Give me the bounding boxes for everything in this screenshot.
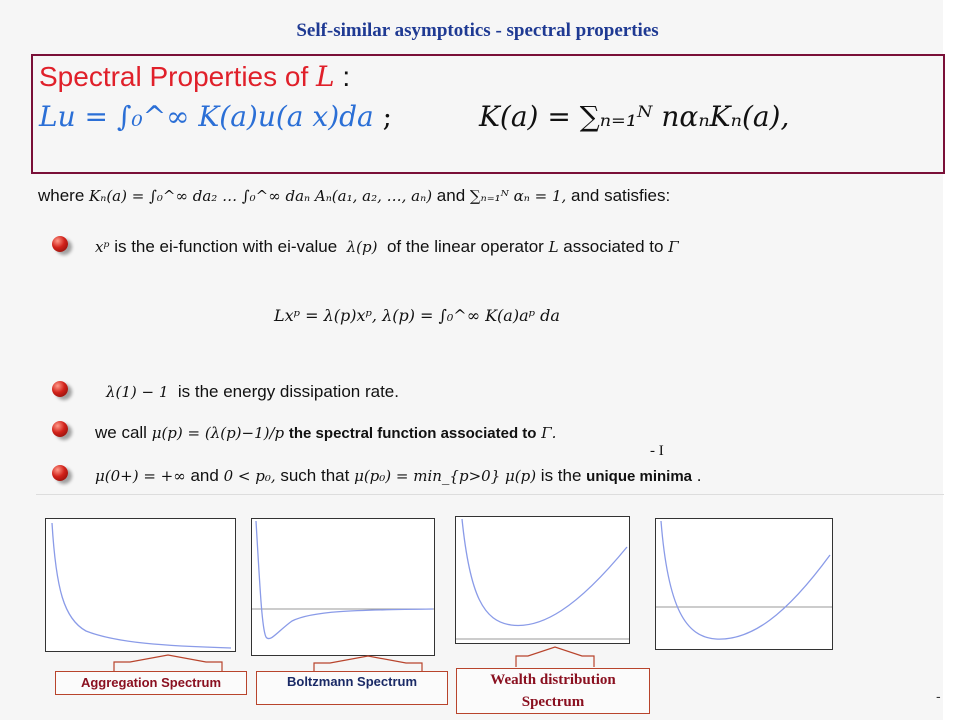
- bullet3-text2: the spectral function associated to: [288, 425, 537, 442]
- bullet1-math-gamma: Γ: [668, 238, 679, 256]
- bullet4-text-and: and: [190, 466, 219, 485]
- bullet4-text-is: is the: [540, 466, 582, 485]
- bullet2-math: λ(1) − 1: [106, 383, 169, 401]
- fourth-plot-svg: [656, 519, 832, 649]
- wealth-spectrum-label: [456, 668, 650, 714]
- heading-colon: :: [342, 61, 351, 92]
- boltzmann-plot-svg: [252, 519, 434, 655]
- eigenvalue-equation: Lxᵖ = λ(p)xᵖ, λ(p) = ∫₀^∞ K(a)aᵖ da: [274, 306, 560, 325]
- wealth-curve: [462, 519, 627, 625]
- operator-equation: [39, 100, 392, 133]
- bullet4-text-period: .: [696, 466, 702, 485]
- aggregation-spectrum-plot: [45, 518, 236, 652]
- where-and: and: [436, 186, 466, 205]
- where-satisfies: and satisfies:: [571, 186, 671, 205]
- boltzmann-spectrum-plot: [251, 518, 435, 656]
- bullet-icon: [52, 421, 68, 437]
- corner-mark: -: [936, 688, 941, 704]
- bullet1-text3: associated to: [563, 237, 664, 256]
- bullet4-math-p0: 0 < p₀,: [223, 467, 276, 485]
- heading-symbol: L: [316, 60, 335, 93]
- boltzmann-spectrum-label: Boltzmann Spectrum: [256, 671, 448, 705]
- bullet-icon: [52, 381, 68, 397]
- aggregation-curve: [52, 523, 231, 648]
- text-cursor: - I: [650, 443, 664, 459]
- heading-text: Spectral Properties of: [39, 61, 309, 92]
- wealth-arrow-path: [516, 647, 594, 667]
- bullet3-text1: we call: [95, 423, 147, 442]
- bullet4-math-mu0: μ(0+) = +∞: [95, 467, 186, 485]
- bullet1-math-xp: xᵖ: [95, 238, 110, 256]
- bullet-eigenfunction: [95, 237, 679, 257]
- where-line: [38, 186, 670, 206]
- kernel-equation: K(a) = ∑ₙ₌₁ᴺ nαₙKₙ(a),: [479, 100, 790, 133]
- bullet3-math-mu: μ(p) = (λ(p)−1)/p: [151, 424, 285, 442]
- divider: [36, 494, 944, 495]
- where-text: where: [38, 186, 85, 205]
- box-heading: [39, 60, 350, 93]
- bullet1-math-lambda: λ(p): [346, 238, 378, 256]
- bullet-icon: [52, 236, 68, 252]
- spectral-properties-box: [31, 54, 945, 174]
- fourth-spectrum-plot: [655, 518, 833, 650]
- wealth-label-line1: Wealth distribution: [490, 672, 616, 688]
- boltzmann-curve: [256, 521, 433, 639]
- bullet1-text1: is the ei-function with ei-value: [114, 237, 338, 256]
- fourth-curve: [661, 521, 830, 639]
- bullet3-math-gamma: Γ.: [541, 424, 557, 442]
- bullet2-text: is the energy dissipation rate.: [177, 382, 399, 401]
- wealth-arrow: [510, 646, 600, 668]
- aggregation-spectrum-label: Aggregation Spectrum: [55, 671, 247, 695]
- operator-formula: Lu = ∫₀^∞ K(a)u(a x)da: [39, 100, 374, 133]
- bullet-unique-minima: [95, 466, 701, 486]
- bullet4-math-min: μ(p₀) = min_{p>0} μ(p): [354, 467, 537, 485]
- slide-title: Self-similar asymptotics - spectral properties: [296, 20, 659, 41]
- where-sum-formula: ∑ₙ₌₁ᴺ αₙ = 1,: [469, 187, 567, 205]
- operator-separator: ;: [382, 100, 393, 133]
- wealth-spectrum-plot: [455, 516, 630, 644]
- bullet-dissipation: [106, 382, 399, 402]
- aggregation-plot-svg: [46, 519, 235, 651]
- wealth-label-line2: Spectrum: [521, 694, 585, 710]
- bullet1-text2: of the linear operator: [386, 237, 544, 256]
- right-margin: [943, 0, 960, 720]
- bullet4-text-such: such that: [280, 466, 350, 485]
- bullet-spectral-function: [95, 423, 556, 443]
- wealth-plot-svg: [456, 517, 629, 643]
- bullet1-math-L: L: [548, 238, 559, 256]
- bullet-icon: [52, 465, 68, 481]
- bullet4-text-minima: unique minima: [586, 468, 693, 485]
- where-kn-formula: Kₙ(a) = ∫₀^∞ da₂ … ∫₀^∞ daₙ Aₙ(a₁, a₂, …, aₙ): [89, 187, 433, 205]
